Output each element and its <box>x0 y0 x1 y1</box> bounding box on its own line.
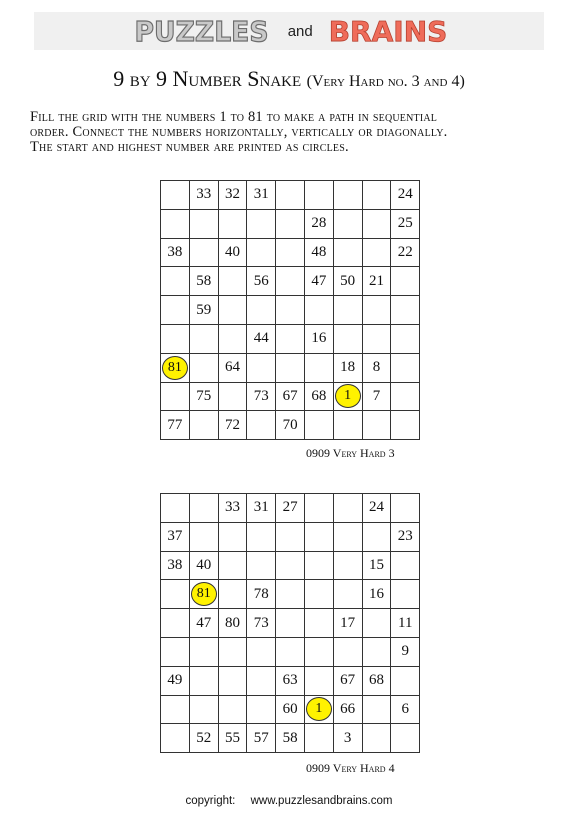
grid-cell[interactable]: 68 <box>362 666 391 695</box>
grid-cell[interactable] <box>161 209 190 238</box>
grid-cell[interactable] <box>218 324 247 353</box>
grid-cell[interactable]: 16 <box>362 580 391 609</box>
grid-cell[interactable] <box>276 209 305 238</box>
grid-cell[interactable] <box>333 551 362 580</box>
grid-cell[interactable]: 68 <box>304 382 333 411</box>
grid-cell[interactable] <box>304 637 333 666</box>
grid-cell[interactable] <box>218 551 247 580</box>
grid-row <box>161 551 420 580</box>
grid-cell[interactable]: 67 <box>333 666 362 695</box>
grid-cell[interactable] <box>189 238 218 267</box>
grid-cell[interactable] <box>247 551 276 580</box>
grid-cell[interactable]: 9 <box>391 637 420 666</box>
grid-row <box>161 666 420 695</box>
grid-row <box>161 580 420 609</box>
grid-cell[interactable] <box>276 637 305 666</box>
grid-cell[interactable]: 3 <box>333 724 362 753</box>
grid-row <box>161 724 420 753</box>
instruction-line: The start and highest number are printed as circles. <box>30 139 349 155</box>
grid-cell[interactable]: 47 <box>189 609 218 638</box>
grid-cell[interactable]: 59 <box>189 296 218 325</box>
grid-row <box>161 181 420 210</box>
grid-cell[interactable]: 66 <box>333 695 362 724</box>
title-sub: (Very Hard no. 3 and 4) <box>306 73 465 90</box>
grid-cell[interactable] <box>304 494 333 523</box>
grid-row <box>161 296 420 325</box>
grid-cell[interactable] <box>362 695 391 724</box>
grid-cell[interactable] <box>189 666 218 695</box>
grid-cell[interactable]: 7 <box>362 382 391 411</box>
grid-cell[interactable] <box>362 609 391 638</box>
grid-cell[interactable]: 67 <box>276 382 305 411</box>
grid-cell[interactable]: 55 <box>218 724 247 753</box>
grid-cell[interactable]: 72 <box>218 411 247 440</box>
header-banner <box>34 12 544 50</box>
grid-cell[interactable]: 70 <box>276 411 305 440</box>
grid-cell[interactable] <box>333 637 362 666</box>
grid-row <box>161 695 420 724</box>
grid-cell[interactable] <box>362 181 391 210</box>
grid-cell[interactable] <box>276 238 305 267</box>
grid-row <box>161 494 420 523</box>
grid-cell[interactable] <box>247 238 276 267</box>
copyright-label: copyright: <box>185 795 236 807</box>
grid-cell[interactable] <box>304 666 333 695</box>
circled-number: 1 <box>335 384 361 408</box>
grid-cell[interactable] <box>333 296 362 325</box>
grid-cell[interactable] <box>391 666 420 695</box>
grid-cell[interactable] <box>333 580 362 609</box>
circled-number: 81 <box>191 582 217 606</box>
grid-cell[interactable]: 27 <box>276 494 305 523</box>
grid-row <box>161 609 420 638</box>
grid-cell[interactable]: 78 <box>247 580 276 609</box>
grid-cell[interactable]: 56 <box>247 267 276 296</box>
grid-cell[interactable] <box>304 353 333 382</box>
logo-puzzles: PUZZLES <box>134 14 269 48</box>
grid-cell[interactable] <box>189 494 218 523</box>
grid-row <box>161 411 420 440</box>
grid-cell[interactable] <box>218 580 247 609</box>
grid-cell[interactable] <box>161 267 190 296</box>
grid-cell[interactable] <box>247 353 276 382</box>
grid-cell[interactable] <box>276 551 305 580</box>
grid-cell[interactable]: 6 <box>391 695 420 724</box>
grid-cell[interactable] <box>161 296 190 325</box>
grid-row <box>161 353 420 382</box>
grid-cell[interactable] <box>161 724 190 753</box>
grid-cell[interactable] <box>304 580 333 609</box>
grid-cell[interactable] <box>304 411 333 440</box>
grid-cell[interactable] <box>304 296 333 325</box>
grid-cell[interactable]: 75 <box>189 382 218 411</box>
grid-cell[interactable]: 33 <box>218 494 247 523</box>
grid-cell[interactable] <box>362 296 391 325</box>
grid-cell[interactable] <box>189 695 218 724</box>
grid-cell[interactable] <box>247 296 276 325</box>
grid-cell[interactable] <box>161 494 190 523</box>
grid-cell[interactable]: 16 <box>304 324 333 353</box>
grid-cell[interactable] <box>218 267 247 296</box>
grid-cell[interactable] <box>189 522 218 551</box>
grid-cell[interactable] <box>189 353 218 382</box>
grid-cell[interactable]: 24 <box>362 494 391 523</box>
instruction-line: Fill the grid with the numbers 1 to 81 to make a path in sequential <box>30 109 438 125</box>
grid-cell[interactable] <box>161 695 190 724</box>
grid-cell[interactable]: 73 <box>247 609 276 638</box>
grid-cell[interactable] <box>218 382 247 411</box>
grid-cell[interactable]: 50 <box>333 267 362 296</box>
grid-row <box>161 238 420 267</box>
title-main: 9 by 9 Number Snake <box>113 66 302 91</box>
grid-cell[interactable]: 47 <box>304 267 333 296</box>
grid-cell[interactable] <box>247 695 276 724</box>
grid-cell[interactable] <box>333 382 362 411</box>
grid-cell[interactable]: 33 <box>189 181 218 210</box>
grid-cell[interactable] <box>391 382 420 411</box>
grid-cell[interactable] <box>161 637 190 666</box>
grid-cell[interactable]: 80 <box>218 609 247 638</box>
grid-cell[interactable] <box>218 695 247 724</box>
circled-number: 1 <box>306 697 332 721</box>
grid-cell[interactable]: 25 <box>391 209 420 238</box>
grid-cell[interactable]: 32 <box>218 181 247 210</box>
grid-cell[interactable]: 49 <box>161 666 190 695</box>
grid-cell[interactable]: 64 <box>218 353 247 382</box>
logo-brains: BRAINS <box>328 14 448 48</box>
grid-cell[interactable]: 15 <box>362 551 391 580</box>
puzzle-grid-1 <box>160 180 420 440</box>
grid-cell[interactable] <box>161 181 190 210</box>
grid-cell[interactable] <box>218 522 247 551</box>
grid-cell[interactable]: 40 <box>218 238 247 267</box>
grid-cell[interactable]: 38 <box>161 551 190 580</box>
grid-cell[interactable] <box>304 181 333 210</box>
grid-cell[interactable]: 73 <box>247 382 276 411</box>
grid-cell[interactable] <box>391 580 420 609</box>
grid-cell[interactable] <box>247 209 276 238</box>
grid-row <box>161 382 420 411</box>
puzzle-grid-2 <box>160 493 420 753</box>
grid-cell[interactable] <box>189 637 218 666</box>
grid-cell[interactable] <box>362 724 391 753</box>
puzzle-caption-2: 0909 Very Hard 4 <box>306 761 395 775</box>
instructions <box>30 110 550 155</box>
grid-cell[interactable]: 31 <box>247 494 276 523</box>
grid-cell[interactable] <box>362 637 391 666</box>
grid-cell[interactable] <box>276 324 305 353</box>
grid-cell[interactable]: 48 <box>304 238 333 267</box>
grid-cell[interactable]: 31 <box>247 181 276 210</box>
grid-cell[interactable] <box>247 637 276 666</box>
grid-cell[interactable] <box>391 551 420 580</box>
grid-cell[interactable] <box>276 522 305 551</box>
grid-row <box>161 324 420 353</box>
grid-cell[interactable]: 38 <box>161 238 190 267</box>
grid-cell[interactable] <box>333 324 362 353</box>
logo-and: and <box>287 22 313 40</box>
grid-cell[interactable] <box>333 411 362 440</box>
grid-cell[interactable]: 28 <box>304 209 333 238</box>
grid-cell[interactable] <box>276 267 305 296</box>
grid-cell[interactable] <box>362 522 391 551</box>
grid-cell[interactable]: 11 <box>391 609 420 638</box>
grid-cell[interactable]: 63 <box>276 666 305 695</box>
grid-cell[interactable]: 21 <box>362 267 391 296</box>
grid-cell[interactable] <box>391 411 420 440</box>
grid-cell[interactable] <box>218 209 247 238</box>
page-title <box>0 66 578 92</box>
grid-cell[interactable] <box>333 181 362 210</box>
grid-cell[interactable] <box>189 209 218 238</box>
grid-cell[interactable]: 18 <box>333 353 362 382</box>
grid-cell[interactable] <box>362 238 391 267</box>
grid-cell[interactable] <box>247 666 276 695</box>
grid-cell[interactable]: 57 <box>247 724 276 753</box>
circled-number: 81 <box>162 356 188 380</box>
grid-cell[interactable] <box>189 324 218 353</box>
grid-cell[interactable] <box>189 411 218 440</box>
grid-cell[interactable] <box>362 411 391 440</box>
website-url[interactable]: www.puzzlesandbrains.com <box>250 795 393 807</box>
grid-cell[interactable] <box>304 551 333 580</box>
grid-cell[interactable] <box>247 522 276 551</box>
grid-cell[interactable] <box>333 209 362 238</box>
grid-cell[interactable]: 58 <box>189 267 218 296</box>
grid-cell[interactable] <box>161 353 190 382</box>
grid-cell[interactable] <box>391 494 420 523</box>
instruction-line: order. Connect the numbers horizontally, vertically or diagonally. <box>30 124 448 140</box>
grid-cell[interactable]: 77 <box>161 411 190 440</box>
grid-cell[interactable] <box>391 353 420 382</box>
grid-cell[interactable]: 8 <box>362 353 391 382</box>
grid-cell[interactable] <box>161 580 190 609</box>
grid-cell[interactable] <box>276 609 305 638</box>
grid-cell[interactable] <box>304 724 333 753</box>
grid-cell[interactable]: 58 <box>276 724 305 753</box>
grid-cell[interactable] <box>391 724 420 753</box>
grid-cell[interactable]: 37 <box>161 522 190 551</box>
grid-cell[interactable] <box>304 609 333 638</box>
grid-cell[interactable] <box>189 580 218 609</box>
footer <box>0 795 578 807</box>
grid-cell[interactable] <box>333 238 362 267</box>
puzzle-caption-1: 0909 Very Hard 3 <box>306 446 395 460</box>
grid-cell[interactable] <box>276 353 305 382</box>
grid-cell[interactable] <box>247 411 276 440</box>
grid-cell[interactable] <box>391 267 420 296</box>
grid-cell[interactable] <box>333 522 362 551</box>
grid-cell[interactable] <box>276 580 305 609</box>
grid-cell[interactable] <box>218 296 247 325</box>
grid-cell[interactable] <box>218 637 247 666</box>
grid-cell[interactable] <box>161 609 190 638</box>
grid-cell[interactable]: 23 <box>391 522 420 551</box>
grid-cell[interactable] <box>362 324 391 353</box>
grid-cell[interactable]: 44 <box>247 324 276 353</box>
grid-cell[interactable] <box>161 382 190 411</box>
grid-cell[interactable]: 60 <box>276 695 305 724</box>
grid-cell[interactable] <box>391 296 420 325</box>
grid-row <box>161 522 420 551</box>
grid-cell[interactable] <box>304 695 333 724</box>
grid-cell[interactable] <box>362 209 391 238</box>
grid-row <box>161 267 420 296</box>
grid-cell[interactable]: 52 <box>189 724 218 753</box>
grid-cell[interactable]: 22 <box>391 238 420 267</box>
grid-cell[interactable]: 40 <box>189 551 218 580</box>
grid-cell[interactable] <box>276 296 305 325</box>
grid-cell[interactable]: 17 <box>333 609 362 638</box>
grid-row <box>161 209 420 238</box>
grid-cell[interactable] <box>333 494 362 523</box>
grid-cell[interactable] <box>304 522 333 551</box>
grid-row <box>161 637 420 666</box>
grid-cell[interactable]: 24 <box>391 181 420 210</box>
grid-cell[interactable] <box>161 324 190 353</box>
grid-cell[interactable] <box>391 324 420 353</box>
grid-cell[interactable] <box>276 181 305 210</box>
grid-cell[interactable] <box>218 666 247 695</box>
